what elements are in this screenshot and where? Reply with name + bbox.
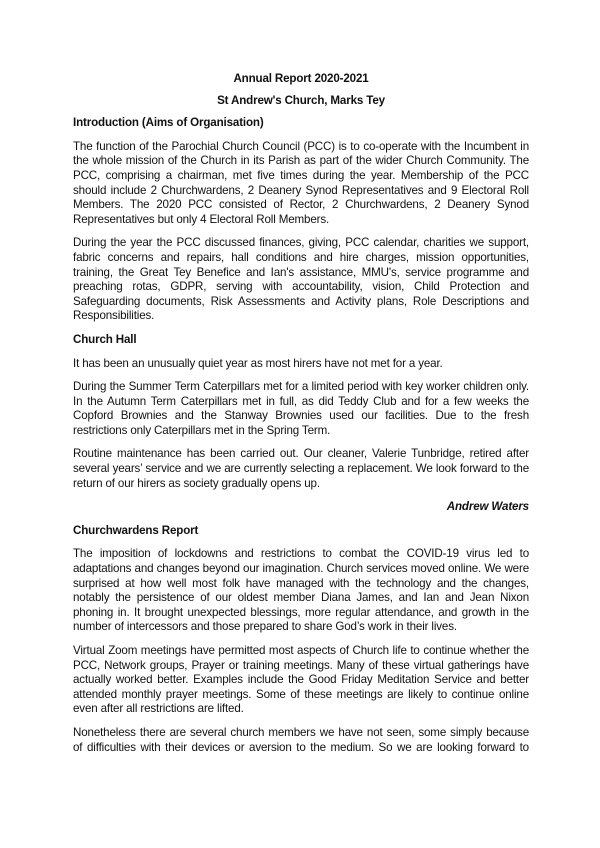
document-subtitle: St Andrew's Church, Marks Tey	[217, 93, 385, 107]
document-page	[73, 72, 529, 764]
paragraph: Nonetheless there are several church members we have not seen, some simply because of difficulties with their devices or aversion to the medium. So we are looking forward to	[73, 725, 529, 754]
paragraph: Routine maintenance has been carried out. Our cleaner, Valerie Tunbridge, retired after several years’ service and we are currently selecting a replacement. We look forward to the return of our hirers as society gradually opens up.	[73, 447, 529, 490]
paragraph: During the year the PCC discussed finances, giving, PCC calendar, charities we support, fabric concerns and repairs, hall conditions and hire charges, mission opportunities, training, the Great Tey Benefice and Ian's assistance, MMU's, service programme and preaching rotas, GDPR, serving with accountability, vision, Child Protection and Safeguarding documents, Risk Assessments and Activity plans, Role Descriptions and Responsibilities.	[73, 236, 529, 323]
section-heading: Introduction (Aims of Organisation)	[73, 116, 264, 130]
paragraph: During the Summer Term Caterpillars met for a limited period with key worker children only. In the Autumn Term Caterpillars met in full, as did Teddy Club and for a few weeks the Copford Brownies and the Stanway Brownies used our facilities. Due to the fresh restrictions only Caterpillars met in the Spring Term.	[73, 380, 529, 437]
signature: Andrew Waters	[446, 500, 529, 514]
paragraph: It has been an unusually quiet year as most hirers have not met for a year.	[73, 356, 443, 370]
section-churchwardens-report	[73, 524, 529, 755]
section-heading: Churchwardens Report	[73, 523, 199, 537]
section-introduction	[73, 116, 529, 324]
paragraph: The function of the Parochial Church Council (PCC) is to co-operate with the Incumbent in the whole mission of the Church in its Parish as part of the wider Church Community. The PCC, comprising a chairman, met five times during the year. Membership of the PCC should include 2 Churchwardens, 2 Deanery Synod Representatives and 9 Electoral Roll Members. The 2020 PCC consisted of Rector, 2 Churchwardens, 2 Deanery Synod Representatives but only 4 Electoral Roll Members.	[73, 139, 529, 226]
section-church-hall	[73, 333, 529, 515]
paragraph: Virtual Zoom meetings have permitted most aspects of Church life to continue whether the PCC, Network groups, Prayer or training meetings. Many of these virtual gatherings have actually worked better. Examples include the Good Friday Meditation Service and better attended monthly prayer meetings. Some of these meetings are likely to continue online even after all restrictions are lifted.	[73, 644, 529, 716]
section-heading: Church Hall	[73, 332, 137, 346]
paragraph: The imposition of lockdowns and restrictions to combat the COVID-19 virus led to adaptations and changes beyond our imagination. Church services moved online. We were surprised at how well most folk have managed with the technology and the changes, notably the persistence of our oldest member Diana James, and Ian and Jean Nixon phoning in. It brought unexpected blessings, more regular attendance, and growth in the number of intercessors and those prepared to share God’s work in their lives.	[73, 547, 529, 634]
document-title: Annual Report 2020-2021	[233, 72, 369, 85]
